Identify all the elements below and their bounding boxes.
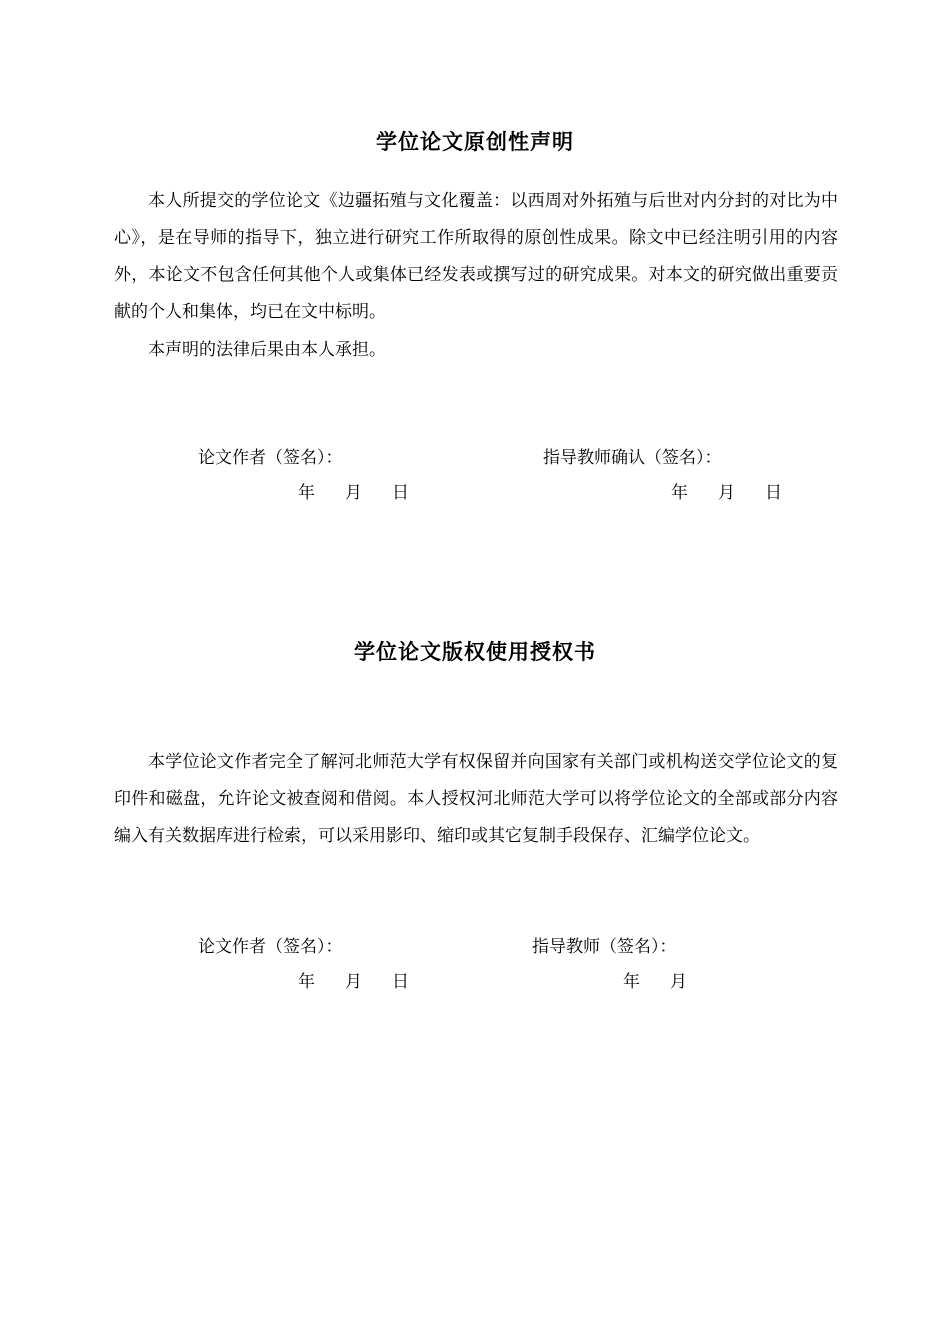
authorization-advisor-sign-label: 指导教师（签名）： xyxy=(532,937,677,957)
date-month: 月 xyxy=(345,972,362,992)
date-day: 日 xyxy=(765,483,782,503)
date-month: 月 xyxy=(670,972,687,992)
date-year: 年 xyxy=(671,483,688,503)
date-day: 日 xyxy=(392,483,409,503)
authorization-paragraph-1: 本学位论文作者完全了解河北师范大学有权保留并向国家有关部门或机构送交学位论文的复印件和磁盘，允许论文被查阅和借阅。本人授权河北师范大学可以将学位论文的全部或部分内容编入有关数据库进行检索，可以采用影印、缩印或其它复制手段保存、汇编学位论文。 xyxy=(114,752,838,846)
declaration-author-date xyxy=(298,481,409,505)
declaration-author-sign-label: 论文作者（签名）： xyxy=(198,448,343,468)
authorization-title: 学位论文版权使用授权书 xyxy=(354,640,596,664)
declaration-paragraph-2: 本声明的法律后果由本人承担。 xyxy=(148,340,386,360)
declaration-paragraph-1: 本人所提交的学位论文《边疆拓殖与文化覆盖：以西周对外拓殖与后世对内分封的对比为中心》，是在导师的指导下，独立进行研究工作所取得的原创性成果。除文中已经注明引用的内容外，本论文不包含任何其他个人或集体已经发表或撰写过的研究成果。对本文的研究做出重要贡献的个人和集体，均已在文中标明。 xyxy=(114,191,838,322)
date-year: 年 xyxy=(298,972,315,992)
authorization-author-date xyxy=(298,970,409,994)
declaration-advisor-sign-label: 指导教师确认（签名）： xyxy=(543,448,722,468)
date-year: 年 xyxy=(298,483,315,503)
date-month: 月 xyxy=(718,483,735,503)
authorization-advisor-date xyxy=(623,970,687,994)
declaration-advisor-date xyxy=(671,481,782,505)
declaration-title: 学位论文原创性声明 xyxy=(376,130,574,154)
authorization-author-sign-label: 论文作者（签名）： xyxy=(198,937,343,957)
date-year: 年 xyxy=(623,972,640,992)
date-day: 日 xyxy=(392,972,409,992)
date-month: 月 xyxy=(345,483,362,503)
